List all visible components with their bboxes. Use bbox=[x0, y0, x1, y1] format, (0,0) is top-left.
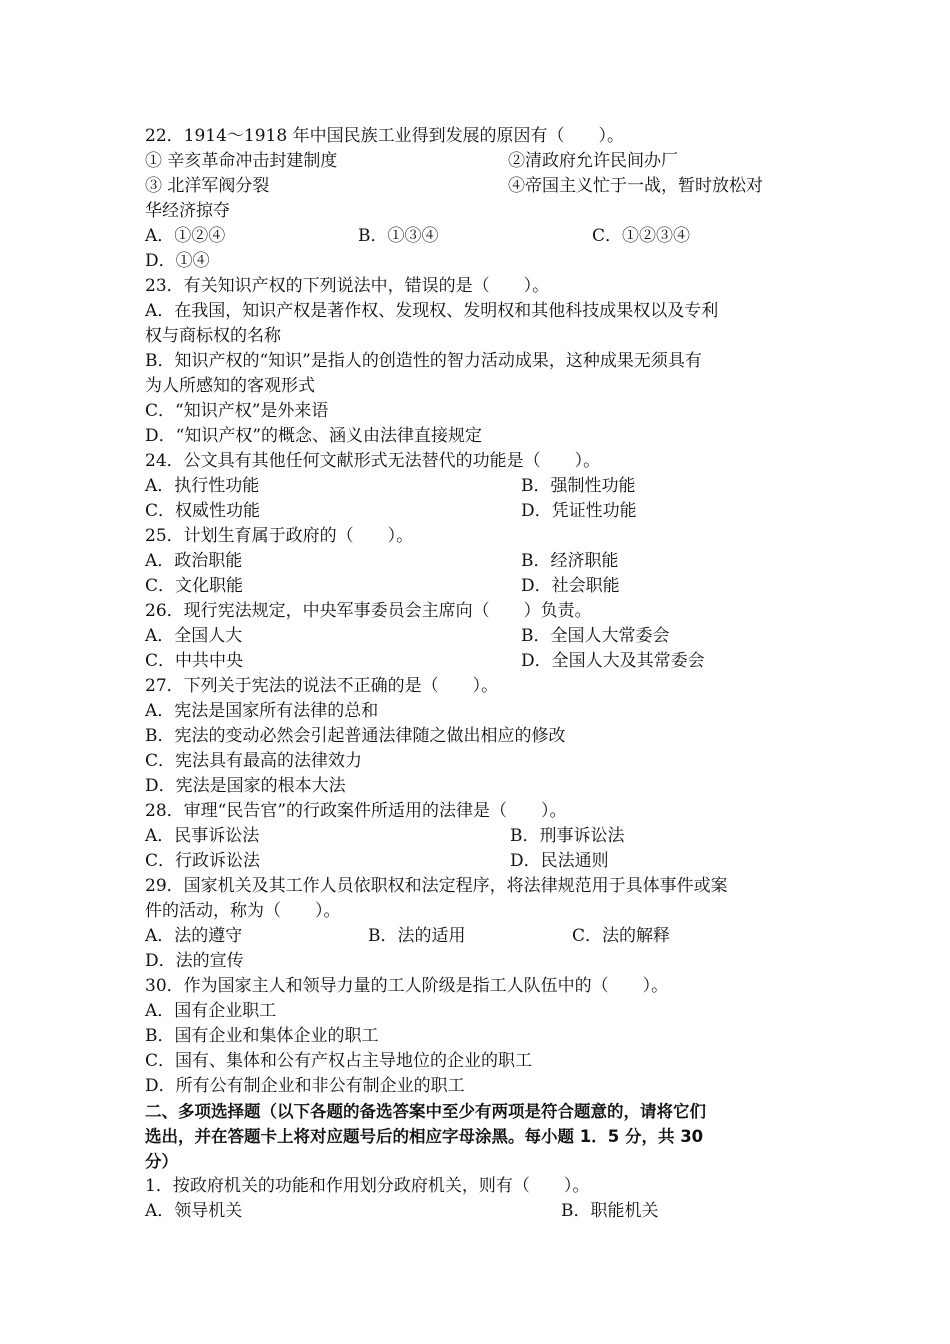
mq1-option-b: B．职能机关 bbox=[561, 1201, 659, 1221]
exam-page bbox=[145, 124, 805, 1224]
q22-item-4: ④帝国主义忙于一战，暂时放松对 bbox=[508, 176, 763, 196]
question-28-stem: 28．审理“民告官”的行政案件所适用的法律是（ ）。 bbox=[145, 801, 567, 821]
q25-options-row1 bbox=[145, 549, 805, 574]
q30-option-d: D．所有公有制企业和非公有制企业的职工 bbox=[145, 1076, 465, 1096]
q29-option-c: C．法的解释 bbox=[572, 926, 671, 946]
question-25-stem: 25．计划生育属于政府的（ ）。 bbox=[145, 526, 414, 546]
question-22-items-row2 bbox=[145, 174, 805, 199]
q29-option-a: A．法的遵守 bbox=[145, 926, 243, 946]
q28-option-a: A．民事诉讼法 bbox=[145, 826, 260, 846]
q25-option-a: A．政治职能 bbox=[145, 551, 243, 571]
q22-option-b: B．①③④ bbox=[358, 226, 439, 246]
q26-option-d: D．全国人大及其常委会 bbox=[521, 651, 705, 671]
q26-options-row2 bbox=[145, 649, 805, 674]
q27-option-b: B．宪法的变动必然会引起普通法律随之做出相应的修改 bbox=[145, 726, 566, 746]
q25-options-row2 bbox=[145, 574, 805, 599]
question-29-stem: 29．国家机关及其工作人员依职权和法定程序，将法律规范用于具体事件或案 bbox=[145, 876, 728, 896]
q27-option-a: A．宪法是国家所有法律的总和 bbox=[145, 701, 379, 721]
q22-item-2: ②清政府允许民间办厂 bbox=[508, 151, 678, 171]
q23-option-b-cont: 为人所感知的客观形式 bbox=[145, 376, 315, 396]
question-30-stem: 30．作为国家主人和领导力量的工人阶级是指工人队伍中的（ ）。 bbox=[145, 976, 669, 996]
mq1-options-row1 bbox=[145, 1199, 805, 1224]
section-2-heading-cont: 选出，并在答题卡上将对应题号后的相应字母涂黑。每小题 1．5 分，共 30 bbox=[145, 1127, 704, 1146]
q26-options-row1 bbox=[145, 624, 805, 649]
q28-option-b: B．刑事诉讼法 bbox=[510, 826, 625, 846]
q24-options-row1 bbox=[145, 474, 805, 499]
multi-question-1-stem: 1．按政府机关的功能和作用划分政府机关，则有（ ）。 bbox=[145, 1176, 590, 1196]
q26-option-c: C．中共中央 bbox=[145, 651, 244, 671]
q25-option-b: B．经济职能 bbox=[521, 551, 619, 571]
q23-option-d: D．“知识产权”的概念、涵义由法律直接规定 bbox=[145, 426, 483, 446]
question-22-items-row3 bbox=[145, 199, 805, 224]
q27-option-c: C．宪法具有最高的法律效力 bbox=[145, 751, 363, 771]
question-29-stem-cont: 件的活动，称为（ ）。 bbox=[145, 901, 341, 921]
q26-option-a: A．全国人大 bbox=[145, 626, 243, 646]
q28-option-c: C．行政诉讼法 bbox=[145, 851, 261, 871]
question-24-stem: 24．公文具有其他任何文献形式无法替代的功能是（ ）。 bbox=[145, 451, 601, 471]
q28-options-row2 bbox=[145, 849, 805, 874]
q30-option-a: A．国有企业职工 bbox=[145, 1001, 277, 1021]
q23-option-a-cont: 权与商标权的名称 bbox=[145, 326, 281, 346]
q27-option-d: D．宪法是国家的根本大法 bbox=[145, 776, 346, 796]
question-22-option-d-row bbox=[145, 249, 805, 274]
q22-item-3: ③ 北洋军阀分裂 bbox=[145, 176, 270, 196]
q24-option-a: A．执行性功能 bbox=[145, 476, 260, 496]
question-27-stem: 27．下列关于宪法的说法不正确的是（ ）。 bbox=[145, 676, 499, 696]
q23-option-c: C．“知识产权”是外来语 bbox=[145, 401, 329, 421]
q26-option-b: B．全国人大常委会 bbox=[521, 626, 670, 646]
q22-option-c: C．①②③④ bbox=[592, 226, 691, 246]
q23-option-a: A．在我国，知识产权是著作权、发现权、发明权和其他科技成果权以及专利 bbox=[145, 301, 719, 321]
question-26-stem: 26．现行宪法规定，中央军事委员会主席向（ ）负责。 bbox=[145, 601, 592, 621]
q23-option-b: B．知识产权的“知识”是指人的创造性的智力活动成果，这种成果无须具有 bbox=[145, 351, 702, 371]
question-22-stem: 22．1914～1918 年中国民族工业得到发展的原因有（ ）。 bbox=[145, 126, 625, 146]
q30-option-b: B．国有企业和集体企业的职工 bbox=[145, 1026, 379, 1046]
mq1-option-a: A．领导机关 bbox=[145, 1201, 243, 1221]
q30-option-c: C．国有、集体和公有产权占主导地位的企业的职工 bbox=[145, 1051, 533, 1071]
q22-item-4-cont: 华经济掠夺 bbox=[145, 201, 230, 221]
question-22-items-row1 bbox=[145, 149, 805, 174]
section-2-heading: 二、多项选择题（以下各题的备选答案中至少有两项是符合题意的，请将它们 bbox=[145, 1102, 706, 1121]
q24-option-c: C．权威性功能 bbox=[145, 501, 261, 521]
q25-option-c: C．文化职能 bbox=[145, 576, 244, 596]
q22-item-1: ① 辛亥革命冲击封建制度 bbox=[145, 151, 338, 171]
q24-options-row2 bbox=[145, 499, 805, 524]
q29-option-d-row bbox=[145, 949, 805, 974]
q25-option-d: D．社会职能 bbox=[521, 576, 620, 596]
q28-options-row1 bbox=[145, 824, 805, 849]
question-23-stem: 23．有关知识产权的下列说法中，错误的是（ ）。 bbox=[145, 276, 550, 296]
q29-option-b: B．法的适用 bbox=[368, 926, 466, 946]
q24-option-b: B．强制性功能 bbox=[521, 476, 636, 496]
q22-option-a: A．①②④ bbox=[145, 226, 226, 246]
q29-option-d: D．法的宣传 bbox=[145, 951, 244, 971]
q24-option-d: D．凭证性功能 bbox=[521, 501, 637, 521]
q28-option-d: D．民法通则 bbox=[510, 851, 609, 871]
question-22-options bbox=[145, 224, 805, 249]
q22-option-d: D．①④ bbox=[145, 251, 210, 271]
q29-options bbox=[145, 924, 805, 949]
section-2-heading-end: 分） bbox=[145, 1152, 178, 1171]
